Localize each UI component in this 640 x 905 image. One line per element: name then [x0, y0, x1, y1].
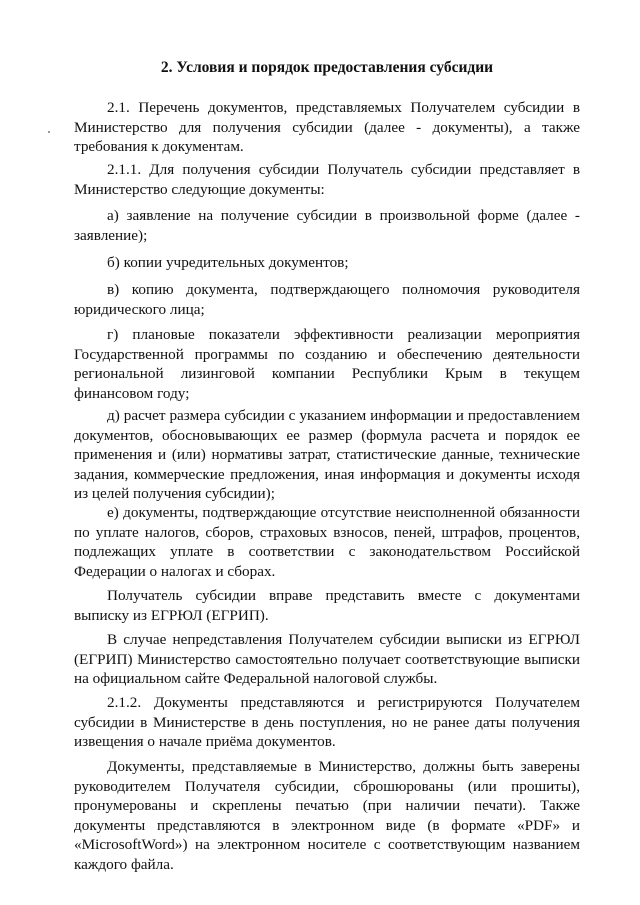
list-item-v: в) копию документа, подтверждающего полномочия руководителя юридического лица; — [74, 281, 580, 318]
paragraph-2-1-1: 2.1.1. Для получения субсидии Получатель субсидии представляет в Министерство следующие документы: — [74, 161, 580, 198]
scan-speck — [48, 131, 50, 133]
section-title: 2. Условия и порядок предоставления субсидии — [160, 59, 494, 76]
list-item-g: г) плановые показатели эффективности реализации мероприятия Государственной программы по созданию и обеспечению деятельности региональной лизинговой компании Республики Крым в текущем финансовом году; — [74, 326, 580, 402]
list-item-e: е) документы, подтверждающие отсутствие неисполненной обязанности по уплате налогов, сборов, страховых взносов, пеней, штрафов, процентов, подлежащих уплате в соответствии с законодательством Российской Федерации о налогах и сборах. — [74, 504, 580, 580]
paragraph-egrul-option: Получатель субсидии вправе представить вместе с документами выписку из ЕГРЮЛ (ЕГРИП). — [74, 587, 580, 624]
paragraph-egrul-nonsubmission: В случае непредставления Получателем субсидии выписки из ЕГРЮЛ (ЕГРИП) Министерство самостоятельно получает соответствующие выписки на официальном сайте Федеральной налоговой службы. — [74, 631, 580, 688]
list-item-b: б) копии учредительных документов; — [107, 254, 349, 271]
paragraph-document-requirements: Документы, представляемые в Министерство, должны быть заверены руководителем Получателя субсидии, сброшюрованы (или прошиты), пронумерованы и скреплены печатью (при наличии печати). Также документы представляются в электронном виде (в формате «PDF» и «MicrosoftWord») на электронном носителе с соответствующим названием каждого файла. — [74, 758, 580, 873]
paragraph-2-1: 2.1. Перечень документов, представляемых Получателем субсидии в Министерство для получения субсидии (далее - документы), а также требования к документам. — [74, 99, 580, 156]
list-item-a: а) заявление на получение субсидии в произвольной форме (далее - заявление); — [74, 207, 580, 244]
paragraph-2-1-2: 2.1.2. Документы представляются и регистрируются Получателем субсидии в Министерстве в день поступления, но не ранее даты получения извещения о начале приёма документов. — [74, 694, 580, 751]
list-item-d: д) расчет размера субсидии с указанием информации и предоставлением документов, обосновывающих ее размер (формула расчета и порядок ее применения и (или) нормативы затрат, статистические данные, технические задания, коммерческие предложения, иная информация и документы исходя из целей получения субсидии); — [74, 407, 580, 503]
